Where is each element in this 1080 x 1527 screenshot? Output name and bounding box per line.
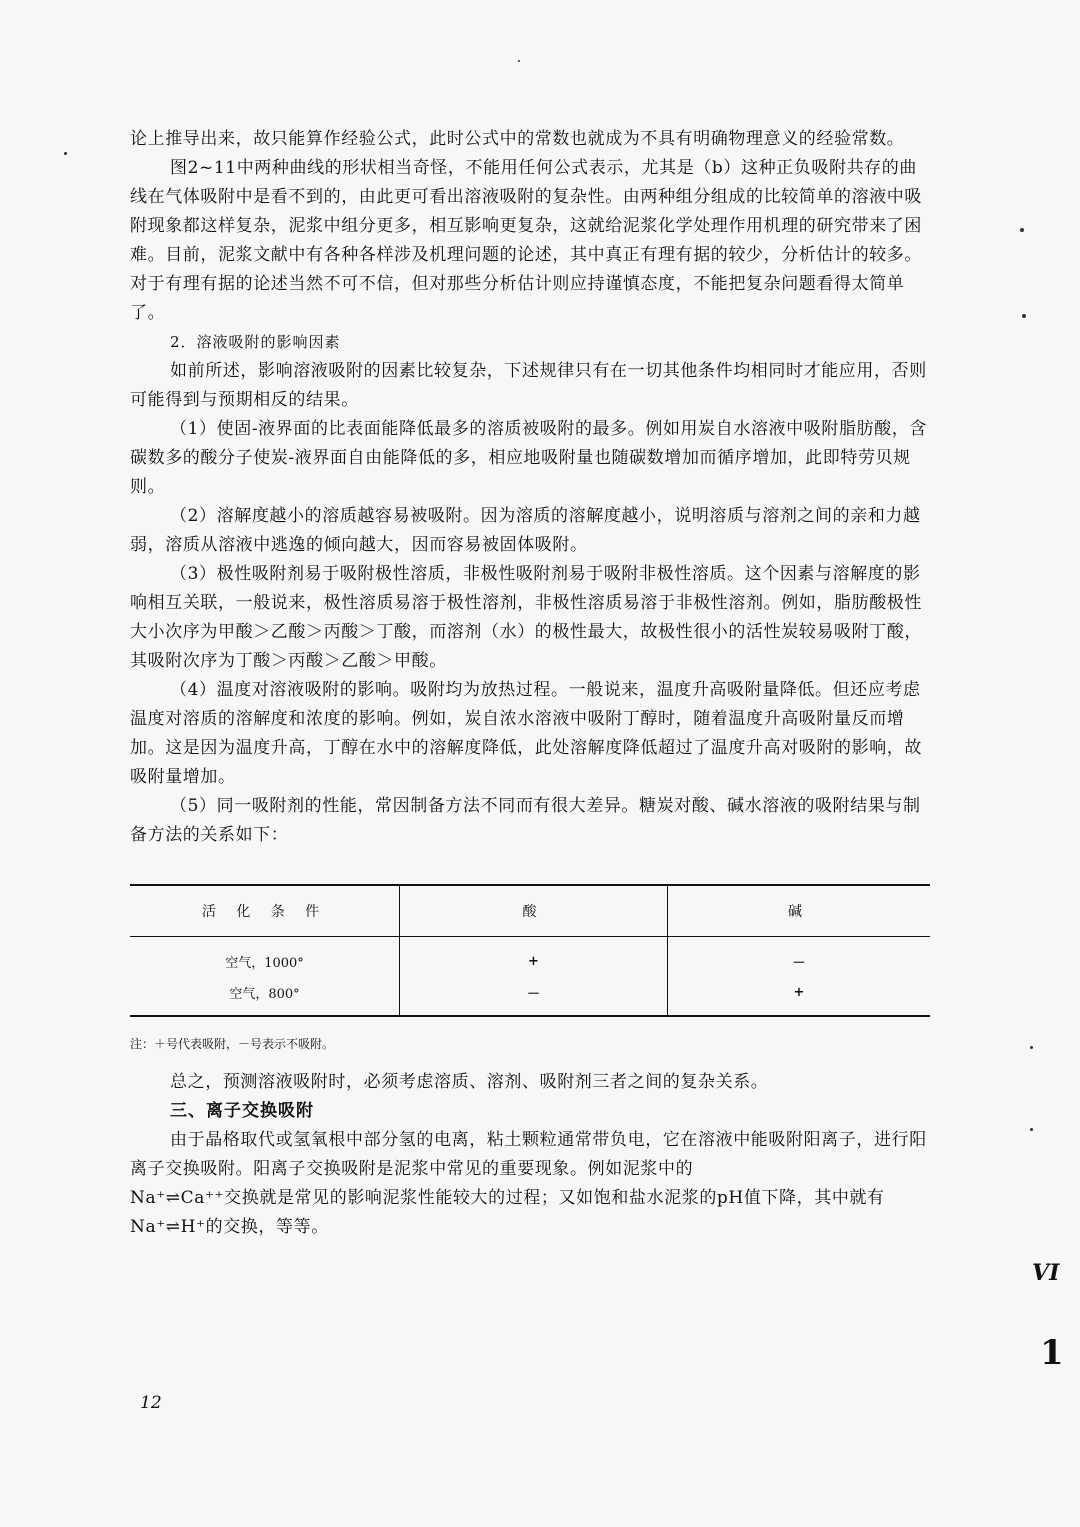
page-number: 12 — [140, 1393, 162, 1413]
paragraph: 总之，预测溶液吸附时，必须考虑溶质、溶剂、吸附剂三者之间的复杂关系。 — [170, 1072, 769, 1092]
scan-speck — [1030, 1046, 1033, 1049]
table-cell-base: + — [793, 985, 805, 1000]
paragraph: （5）同一吸附剂的性能，常因制备方法不同而有很大差异。糖炭对酸、碱水溶液的吸附结果与制备方法的关系如下： — [130, 796, 921, 845]
scan-speck — [1022, 314, 1026, 318]
edge-digit: 1 — [1040, 1333, 1064, 1373]
edge-mark: VI — [1032, 1260, 1060, 1286]
table-header-condition: 活 化 条 件 — [130, 885, 400, 937]
section-heading: 三、离子交换吸附 — [170, 1101, 314, 1121]
table-note: 注：＋号代表吸附，－号表示不吸附。 — [130, 1037, 335, 1051]
table-cell-condition: 空气，800° — [130, 977, 400, 1016]
table-header-acid: 酸 — [400, 885, 668, 937]
table-cell-acid: － — [400, 977, 668, 1016]
paragraph: 由于晶格取代或氢氧根中部分氢的电离，粘土颗粒通常带负电，它在溶液中能吸附阳离子，进行阳离子交换吸附。阳离子交换吸附是泥浆中常见的重要现象。例如泥浆中的 — [130, 1130, 927, 1179]
scan-speck — [1030, 1128, 1033, 1131]
scan-speck — [64, 152, 67, 155]
paragraph: 图2~11中两种曲线的形状相当奇怪，不能用任何公式表示，尤其是（b）这种正负吸附共存的曲线在气体吸附中是看不到的，由此更可看出溶液吸附的复杂性。由两种组分组成的比较简单的溶液中吸附现象都这样复杂，泥浆中组分更多，相互影响更复杂，这就给泥浆化学处理作用机理的研究带来了困难。目前，泥浆文献中有各种各样涉及机理问题的论述，其中真正有理有据的较少，分析估计的较多。对于有理有据的论述当然不可不信，但对那些分析估计则应持谨慎态度，不能把复杂问题看得太简单了。 — [130, 158, 922, 323]
scan-speck — [1020, 228, 1024, 232]
scan-speck — [518, 60, 520, 62]
activation-table — [130, 884, 930, 1017]
paragraph: 论上推导出来，故只能算作经验公式，此时公式中的常数也就成为不具有明确物理意义的经验常数。 — [130, 129, 905, 149]
table-cell-acid: + — [400, 937, 668, 978]
table-row — [130, 977, 930, 1016]
page-body — [130, 125, 930, 1242]
table-row — [130, 937, 930, 978]
paragraph: （3）极性吸附剂易于吸附极性溶质，非极性吸附剂易于吸附非极性溶质。这个因素与溶解度的影响相互关联，一般说来，极性溶质易溶于极性溶剂，非极性溶质易溶于非极性溶剂。例如，脂肪酸极性大小次序为甲酸＞乙酸＞丙酸＞丁酸，而溶剂（水）的极性最大，故极性很小的活性炭较易吸附丁酸，其吸附次序为丁酸＞丙酸＞乙酸＞甲酸。 — [130, 564, 922, 671]
section-heading: 2．溶液吸附的影响因素 — [170, 333, 341, 351]
paragraph: （1）使固-液界面的比表面能降低最多的溶质被吸附的最多。例如用炭自水溶液中吸附脂肪酸，含碳数多的酸分子使炭-液界面自由能降低的多，相应地吸附量也随碳数增加而循序增加，此即特劳贝规则。 — [130, 419, 927, 497]
paragraph: 如前所述，影响溶液吸附的因素比较复杂，下述规律只有在一切其他条件均相同时才能应用，否则可能得到与预期相反的结果。 — [130, 361, 927, 410]
paragraph: （4）温度对溶液吸附的影响。吸附均为放热过程。一般说来，温度升高吸附量降低。但还应考虑温度对溶质的溶解度和浓度的影响。例如，炭自浓水溶液中吸附丁醇时，随着温度升高吸附量反而增加。这是因为温度升高，丁醇在水中的溶解度降低，此处溶解度降低超过了温度升高对吸附的影响，故吸附量增加。 — [130, 680, 922, 787]
paragraph: Na⁺⇌Ca⁺⁺交换就是常见的影响泥浆性能较大的过程；又如饱和盐水泥浆的pH值下降，其中就有Na⁺⇌H⁺的交换，等等。 — [130, 1188, 885, 1237]
table-cell-base: － — [792, 956, 806, 971]
paragraph: （2）溶解度越小的溶质越容易被吸附。因为溶质的溶解度越小，说明溶质与溶剂之间的亲和力越弱，溶质从溶液中逃逸的倾向越大，因而容易被固体吸附。 — [130, 506, 921, 555]
table-cell-condition: 空气，1000° — [130, 937, 400, 978]
table-header-base: 碱 — [668, 885, 931, 937]
